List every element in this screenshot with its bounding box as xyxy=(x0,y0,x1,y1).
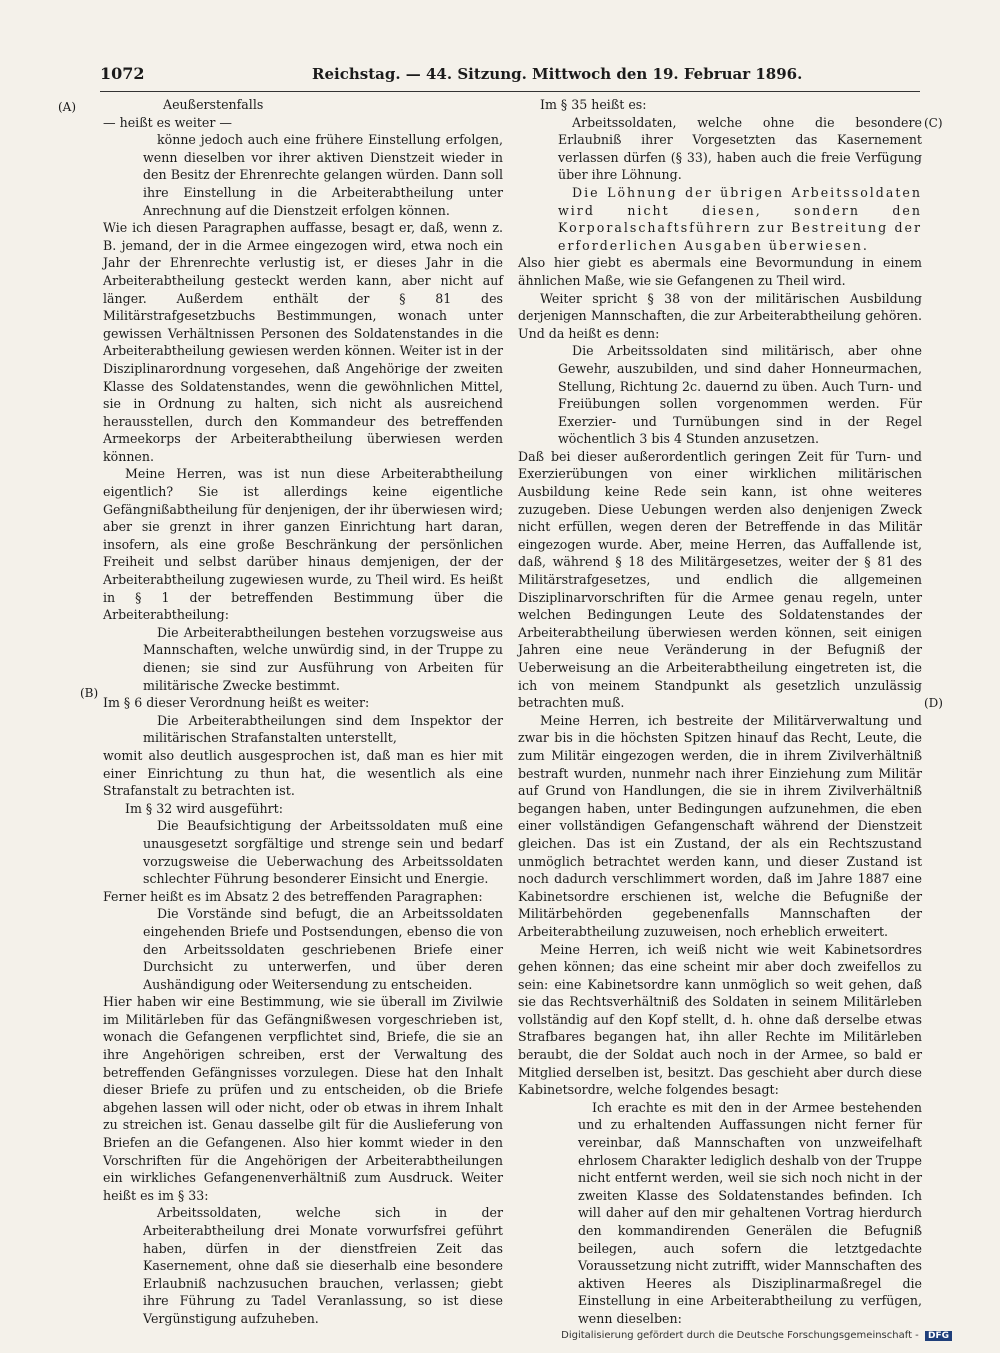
footer-credit xyxy=(561,1330,952,1341)
paragraph: Meine Herren, ich bestreite der Militärverwaltung und zwar bis in die höchsten Spitzen hinauf das Recht, Leute, die zum Militär eingezogen werden, die in ihrem Zivilverhältniß bestraft wurden, nunmehr nach ihrer Einziehung zum Militär auf Grund von Handlungen, die sie in ihrem Zivilverhältniß begangen haben, unter Bedingungen aufzunehmen, die eben einer vollständigen Gefangenschaft während der Dienstzeit gleichen. Das ist ein Zustand, der als ein Rechtszustand unmöglich betrachtet werden kann, und dieser Zustand ist noch dadurch verschlimmert worden, daß im Jahre 1887 eine Kabinetsordre erschienen ist, welche die Befugniße der Militärbehörden gegebenenfalls Mannschaften der Arbeiterabtheilung zuzuweisen, noch erheblich erweitert. xyxy=(518,712,922,939)
paragraph: Ferner heißt es im Absatz 2 des betreffenden Paragraphen: xyxy=(103,888,483,904)
paragraph: womit also deutlich ausgesprochen ist, daß man es hier mit einer Einrichtung zu thun hat, die wesentlich als eine Strafanstalt zu betrachten ist. xyxy=(103,747,503,799)
quote: könne jedoch auch eine frühere Einstellung erfolgen, wenn dieselben vor ihrer aktiven Dienstzeit wieder in den Besitz der Ehrenrechte gelangen würden. Dann soll ihre Einstellung in die Arbeiterabtheilung unter Anrechnung auf die Dienstzeit erfolgen können. xyxy=(143,132,503,218)
margin-marker-a: (A) xyxy=(58,100,77,114)
paragraph: — heißt es weiter — xyxy=(103,114,232,130)
paragraph: Im § 35 heißt es: xyxy=(540,97,647,112)
quote: Ich erachte es mit den in der Armee bestehenden und zu erhaltenden Auffassungen nicht ferner für vereinbar, daß Mannschaften von unzweifelhaft ehrlosem Charakter lediglich deshalb von der Truppe nicht entfernt werden, weil sie sich noch nicht in der zweiten Klasse des Soldatenstandes befinden. Ich will daher auf den mir gehaltenen Vortrag hierdurch den kommandirenden Generälen die Befugniß beilegen, auch sofern die letztgedachte Voraussetzung nicht zutrifft, wider Mannschaften des aktiven Heeres als Disziplinarmaßregel die Einstellung in eine Arbeiterabtheilung zu verfügen, wenn dieselben: xyxy=(578,1099,922,1326)
quote: Arbeitssoldaten, welche ohne die besondere Erlaubniß ihrer Vorgesetzten das Kasernement verlassen dürfen (§ 33), haben auch die freie Verfügung über ihre Löhnung. xyxy=(558,114,922,183)
running-title: Reichstag. — 44. Sitzung. Mittwoch den 19. Februar 1896. xyxy=(312,65,803,83)
quote: Die Arbeitssoldaten sind militärisch, aber ohne Gewehr, auszubilden, und sind daher Honneurmachen, Stellung, Richtung 2c. dauernd zu üben. Auch Turn- und Freiübungen sollen vorgenommen werden. Für Exerzier- und Turnübungen sind in der Regel wöchentlich 3 bis 4 Stunden anzusetzen. xyxy=(558,343,922,447)
header-rule xyxy=(100,91,920,92)
quote: Die Arbeiterabtheilungen sind dem Inspektor der militärischen Strafanstalten unterstellt, xyxy=(143,712,503,746)
page-header xyxy=(100,60,920,88)
paragraph: Im § 6 dieser Verordnung heißt es weiter: xyxy=(103,695,370,711)
quote: Die Beaufsichtigung der Arbeitssoldaten muß eine unausgesetzt sorgfältige und strenge sein und bedarf vorzugsweise die Ueberwachung des Arbeitssoldaten schlechter Führung besonderer Einsicht und Energie. xyxy=(143,818,503,887)
paragraph: Daß bei dieser außerordentlich geringen Zeit für Turn- und Exerzierübungen von einer wirklichen militärischen Ausbildung keine Rede sein kann, ist ohne weiteres zuzugeben. Diese Uebungen werden also denjenigen Zweck nicht erfüllen, wegen deren der Betreffende in das Militär eingezogen wurde. Aber, meine Herren, das Auffallende ist, daß, während § 18 des Militärgesetzes, weiter der § 81 des Militärstrafgesetzes, und endlich die allgemeinen Disziplinarvorschriften für die Armee genau regeln, unter welchen Bedingungen Leute des Soldatenstandes der Arbeiterabtheilung überwiesen werden können, seit einigen Jahren eine neue Veränderung in der Befugniß der Ueberweisung an die Arbeiterabtheilung eingetreten ist, die ich von meinem Standpunkt als gesetzlich unzulässig betrachten muß. xyxy=(518,448,922,711)
paragraph: Also hier giebt es abermals eine Bevormundung in einem ähnlichen Maße, wie sie Gefangenen zu Theil wird. xyxy=(518,255,922,288)
paragraph: Meine Herren, was ist nun diese Arbeiterabtheilung eigentlich? Sie ist allerdings keine eigentliche Gefängnißabtheilung für denjenigen, der ihr überwiesen wird; aber sie grenzt in ihrer ganzen Einrichtung hart daran, insofern, als eine große Beschränkung der persönlichen Freiheit und selbst darüber hinaus demjenigen, der der Arbeiterabtheilung zugewiesen wurde, zu Theil wird. Es heißt in § 1 der betreffenden Bestimmung über die Arbeiterabtheilung: xyxy=(103,466,503,623)
footer-credit-text: Digitalisierung gefördert durch die Deutsche Forschungsgemeinschaft - xyxy=(561,1330,919,1341)
left-column xyxy=(103,96,503,1326)
quote: Die Vorstände sind befugt, die an Arbeitssoldaten eingehenden Briefe und Postsendungen, ebenso die von den Arbeitssoldaten geschriebenen Briefe einer Durchsicht zu unterwerfen, und über deren Aushändigung oder Weitersendung zu entscheiden. xyxy=(143,906,503,992)
margin-marker-d: (D) xyxy=(924,696,943,710)
quote: Arbeitssoldaten, welche sich in der Arbeiterabtheilung drei Monate vorwurfsfrei geführt haben, dürfen in der dienstfreien Zeit das Kasernement, ohne daß sie dieserhalb eine besondere Erlaubniß nachzusuchen brauchen, verlassen; giebt ihre Führung zu Tadel Veranlassung, so ist diese Vergünstigung aufzuheben. xyxy=(143,1205,503,1326)
paragraph: Hier haben wir eine Bestimmung, wie sie überall im Zivilwie im Militärleben für das Gefängnißwesen vorgeschrieben ist, wonach die Gefangenen verpflichtet sind, Briefe, die sie an ihre Angehörigen schreiben, erst der Verwaltung des betreffenden Gefängnisses vorzulegen. Diese hat den Inhalt dieser Briefe zu prüfen und zu entscheiden, ob die Briefe abgehen lassen will oder nicht, oder ob etwas in ihrem Inhalt zu streichen ist. Genau dasselbe gilt für die Auslieferung von Briefen an die Gefangenen. Also hier kommt wieder in den Vorschriften für die Angehörigen der Arbeiterabtheilungen ein wirkliches Gefangenenverhältniß zum Ausdruck. Weiter heißt es im § 33: xyxy=(103,994,503,1203)
margin-marker-c: (C) xyxy=(924,116,943,130)
right-column xyxy=(518,96,922,1326)
dfg-logo: DFG xyxy=(925,1331,952,1341)
quote: Die Löhnung der übrigen Arbeitssoldaten wird nicht diesen, sondern den Korporalschaftsführern zur Bestreitung der erforderlichen Ausgaben überwiesen. xyxy=(558,184,922,253)
paragraph: Wie ich diesen Paragraphen auffasse, besagt er, daß, wenn z. B. jemand, der in die Armee eingezogen wird, etwa noch ein Jahr der Ehrenrechte verlustig ist, er dieses Jahr in die Arbeiterabtheilung gesteckt werden kann, aber nicht auf länger. Außerdem enthält der § 81 des Militärstrafgesetzbuchs Bestimmungen, wonach unter gewissen Verhältnissen Personen des Soldatenstandes in die Arbeiterabtheilung gewiesen werden können. Weiter ist in der Disziplinarordnung vorgesehen, daß Angehörige der zweiten Klasse des Soldatenstandes, wenn die gewöhnlichen Mittel, sie in Ordnung zu halten, sich nicht als ausreichend herausstellen, durch den Kommandeur des betreffenden Armeekorps der Arbeiterabtheilung überwiesen werden können. xyxy=(103,220,503,464)
quote: Die Arbeiterabtheilungen bestehen vorzugsweise aus Mannschaften, welche unwürdig sind, in der Truppe zu dienen; sie sind zur Ausführung von Arbeiten für militärische Zwecke bestimmt. xyxy=(143,624,503,693)
paragraph: Im § 32 wird ausgeführt: xyxy=(125,800,283,816)
page-number: 1072 xyxy=(100,64,145,83)
paragraph: Weiter spricht § 38 von der militärischen Ausbildung derjenigen Mannschaften, die zur Arbeiterabtheilung gehören. Und da heißt es denn: xyxy=(518,290,922,341)
paragraph: Meine Herren, ich weiß nicht wie weit Kabinetsordres gehen können; das eine scheint mir aber doch zweifellos zu sein: eine Kabinetsordre kann unmöglich so weit gehen, daß sie das Rechtsverhältniß des Soldaten in seinem Militärleben vollständig auf den Kopf stellt, d. h. ohne daß derselbe etwas Strafbares begangen hat, ihn aller Rechte im Militärleben beraubt, die der Soldat auch noch in der Armee, so bald er Mitglied derselben ist, besitzt. Das geschieht aber durch diese Kabinetsordre, welche folgendes besagt: xyxy=(518,941,922,1098)
paragraph: Aeußerstenfalls xyxy=(163,97,264,112)
margin-marker-b: (B) xyxy=(80,686,99,700)
